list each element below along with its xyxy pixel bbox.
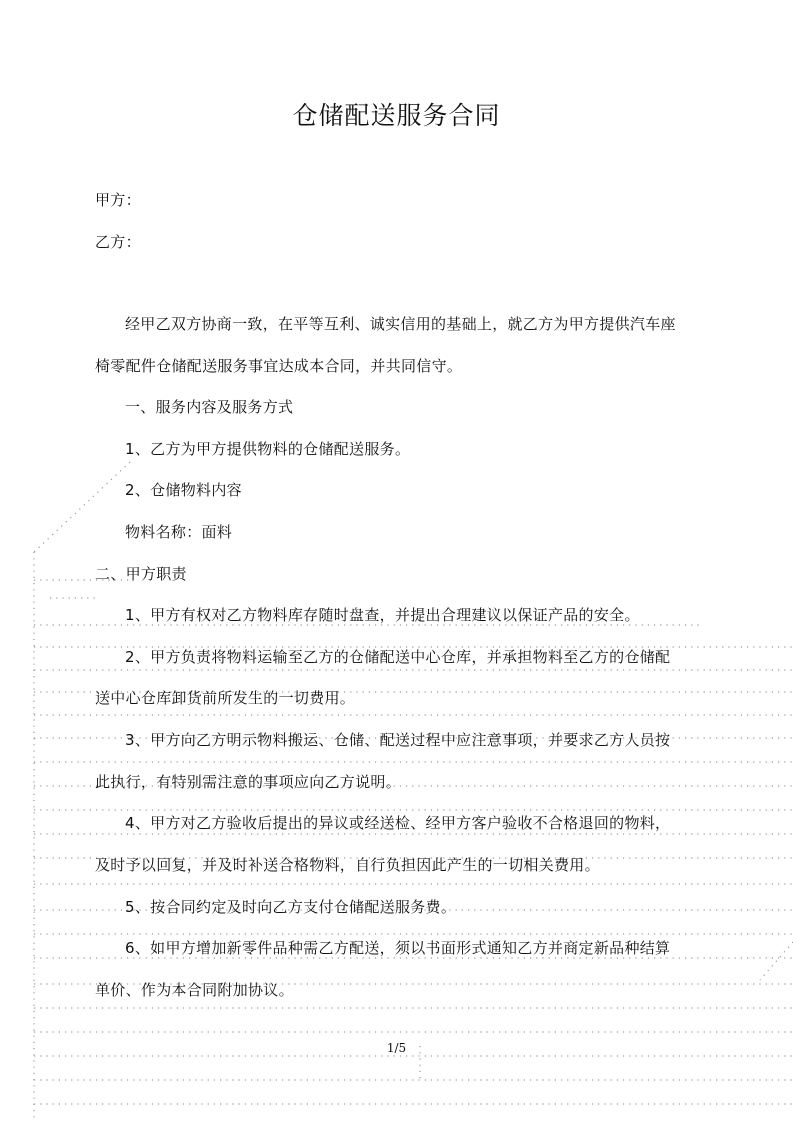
section-2-item-1: 1、甲方有权对乙方物料库存随时盘查，并提出合理建议以保证产品的安全。	[125, 606, 640, 624]
section-2-item-2-line-1: 2、甲方负责将物料运输至乙方的仓储配送中心仓库，并承担物料至乙方的仓储配	[125, 648, 671, 666]
section-2-item-5: 5、按合同约定及时向乙方支付仓储配送服务费。	[125, 898, 457, 916]
section-1-item-1: 1、乙方为甲方提供物料的仓储配送服务。	[125, 440, 411, 458]
section-1-item-2: 2、仓储物料内容	[125, 481, 242, 499]
section-2-item-6-line-2: 单价、作为本合同附加协议。	[95, 981, 294, 999]
page-title: 仓储配送服务合同	[292, 101, 501, 130]
section-2-item-3-line-1: 3、甲方向乙方明示物料搬运、仓储、配送过程中应注意事项，并要求乙方人员按	[125, 731, 671, 749]
section-2-item-4-line-2: 及时予以回复，并及时补送合格物料，自行负担因此产生的一切相关费用。	[95, 856, 600, 874]
section-2-item-4-line-1: 4、甲方对乙方验收后提出的异议或经送检、经甲方客户验收不合格退回的物料，	[125, 814, 671, 832]
party-b-label: 乙方：	[95, 233, 141, 251]
section-2-heading: 二、甲方职责	[95, 565, 187, 583]
section-1-material-name: 物料名称：面料	[125, 523, 233, 541]
section-1-heading: 一、服务内容及服务方式	[125, 398, 294, 416]
section-2-item-3-line-2: 此执行，有特别需注意的事项应向乙方说明。	[95, 773, 402, 791]
section-2-item-6-line-1: 6、如甲方增加新零件品种需乙方配送，须以书面形式通知乙方并商定新品种结算	[125, 939, 671, 957]
page-number: 1/5	[386, 1041, 407, 1055]
intro-paragraph-line-1: 经甲乙双方协商一致，在平等互利、诚实信用的基础上，就乙方为甲方提供汽车座	[125, 315, 676, 333]
intro-paragraph-line-2: 椅零配件仓储配送服务事宜达成本合同，并共同信守。	[95, 357, 463, 375]
section-2-item-2-line-2: 送中心仓库卸货前所发生的一切费用。	[95, 689, 356, 707]
party-a-label: 甲方：	[95, 191, 141, 209]
